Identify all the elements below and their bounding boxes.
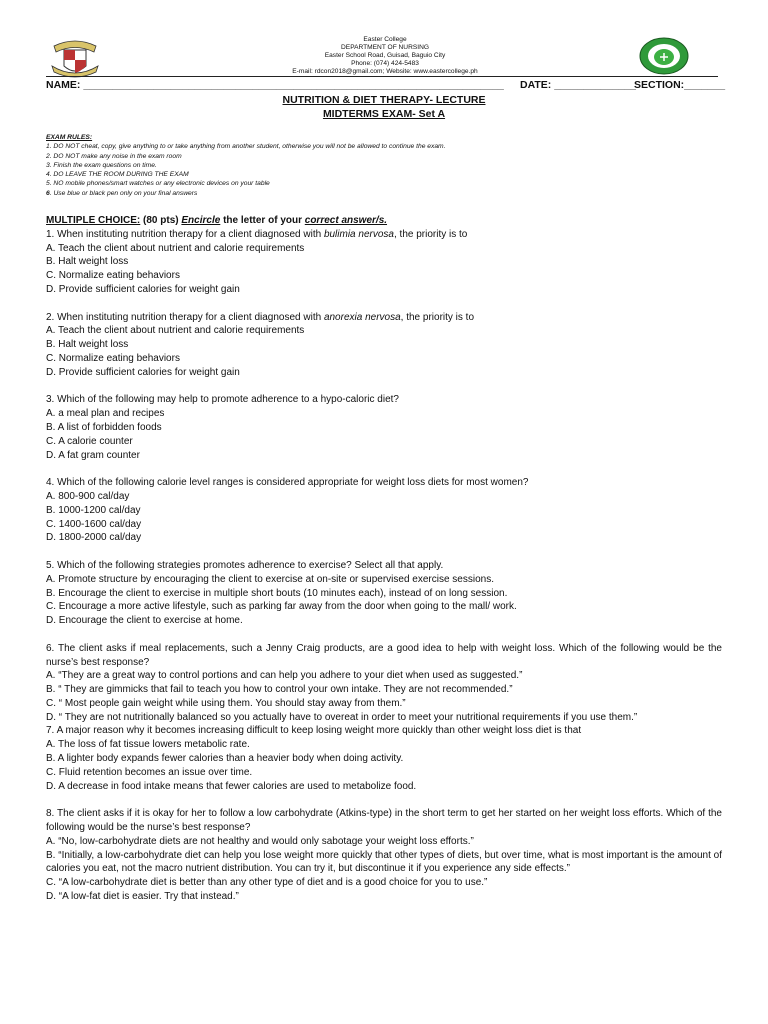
question-4-option-b[interactable]: B. 1000-1200 cal/day	[46, 504, 141, 516]
question-1-stem: 1. When instituting nutrition therapy for a client diagnosed with bulimia nervosa, the priority is to	[46, 228, 468, 240]
question-5-option-a[interactable]: A. Promote structure by encouraging the client to exercise at on-site or supervised exercise sessions.	[46, 573, 494, 585]
question-7-option-d[interactable]: D. A decrease in food intake means that fewer calories are used to metabolize food.	[46, 780, 417, 792]
school-phone: Phone: (074) 424-5483	[351, 60, 419, 67]
question-4-option-a[interactable]: A. 800-900 cal/day	[46, 490, 130, 502]
question-8-option-c[interactable]: C. “A low-carbohydrate diet is better than any other type of diet and is a good choice for you to use.”	[46, 877, 488, 889]
course-title: NUTRITION & DIET THERAPY- LECTURE	[282, 94, 486, 106]
question-8-option-b[interactable]: B. “Initially, a low-carbohydrate diet can help you lose weight more quickly that other types of diets, but over time, what is most important is the amount of calories you eat, not the macro nutrient distribution. You can try it, but discontinue it if you experience any side effects.”	[46, 849, 722, 875]
exam-rule-item: 3. Finish the exam questions on time.	[46, 161, 157, 169]
question-5-option-c[interactable]: C. Encourage a more active lifestyle, such as parking far away from the door when going to the mall/ work.	[46, 601, 517, 613]
question-7-stem: 7. A major reason why it becomes increasing difficult to keep losing weight more quickly than other weight loss diet is that	[46, 725, 582, 737]
question-2-option-b[interactable]: B. Halt weight loss	[46, 339, 129, 351]
department-name: DEPARTMENT OF NURSING	[341, 44, 429, 51]
question-8-option-d[interactable]: D. “A low-fat diet is easier. Try that instead.”	[46, 891, 239, 903]
exam-rules	[46, 133, 726, 198]
school-address: Easter School Road, Guisad, Baguio City	[324, 52, 446, 59]
question-2-option-d[interactable]: D. Provide sufficient calories for weight gain	[46, 366, 240, 378]
exam-title: MIDTERMS EXAM- Set A	[322, 108, 446, 120]
question-5-option-d[interactable]: D. Encourage the client to exercise at home.	[46, 615, 243, 627]
question-7-option-c[interactable]: C. Fluid retention becomes an issue over time.	[46, 766, 253, 778]
question-6-stem: 6. The client asks if meal replacements, such a Jenny Craig products, are a good idea to help with weight loss. Which of the following would be the nurse’s best response?	[46, 642, 722, 668]
question-6-option-a[interactable]: A. “They are a great way to control portions and can help you adhere to your diet when used as suggested.”	[46, 670, 523, 682]
question-2-option-c[interactable]: C. Normalize eating behaviors	[46, 352, 180, 364]
question-5-option-b[interactable]: B. Encourage the client to exercise in multiple short bouts (10 minutes each), instead of on long session.	[46, 587, 508, 599]
question-5-stem: 5. Which of the following strategies promotes adherence to exercise? Select all that apply.	[46, 559, 444, 571]
question-8-stem: 8. The client asks if it is okay for her to follow a low carbohydrate (Atkins-type) in the short term to get her started on her weight loss efforts. Which of the following would be the nurse’s best response?	[46, 808, 722, 834]
exam-rule-item: 1. DO NOT cheat, copy, give anything to or take anything from another student, otherwise you will not be allowed to continue the exam.	[46, 143, 446, 151]
exam-rules-heading: EXAM RULES:	[46, 134, 93, 141]
question-7-option-a[interactable]: A. The loss of fat tissue lowers metabolic rate.	[46, 739, 250, 751]
question-7-option-b[interactable]: B. A lighter body expands fewer calories than a heavier body when doing activity.	[46, 753, 404, 765]
school-name: Easter College	[363, 36, 407, 43]
multiple-choice-instructions: MULTIPLE CHOICE: (80 pts) Encircle the letter of your correct answer/s.	[46, 215, 388, 226]
question-2-option-a[interactable]: A. Teach the client about nutrient and calorie requirements	[46, 325, 305, 337]
school-email-website: E-mail: rdcon2018@gmail.com; Website: www.eastercollege.ph	[292, 68, 478, 75]
name-field-label: NAME: ________________________________________________________________________	[46, 79, 504, 91]
question-3-option-a[interactable]: A. a meal plan and recipes	[46, 408, 165, 420]
school-header	[200, 36, 570, 76]
question-3-option-c[interactable]: C. A calorie counter	[46, 435, 133, 447]
date-field-label: DATE: ______________	[520, 79, 636, 91]
exam-title-block	[0, 93, 768, 121]
exam-rule-item: 5. NO mobile phones/smart watches or any electronic devices on your table	[46, 180, 270, 188]
header-divider	[46, 76, 718, 77]
question-4-option-d[interactable]: D. 1800-2000 cal/day	[46, 532, 142, 544]
exam-body	[46, 214, 722, 904]
exam-rule-item: 2. DO NOT make any noise in the exam room	[46, 152, 182, 160]
nursing-department-seal	[638, 36, 690, 76]
section-field-label: SECTION:_______	[634, 79, 726, 91]
question-6-option-c[interactable]: C. “ Most people gain weight while using them. You should stay away from them.”	[46, 697, 406, 709]
question-1-option-c[interactable]: C. Normalize eating behaviors	[46, 270, 180, 282]
question-3-option-b[interactable]: B. A list of forbidden foods	[46, 421, 162, 433]
question-1-option-b[interactable]: B. Halt weight loss	[46, 256, 129, 268]
question-1-option-a[interactable]: A. Teach the client about nutrient and calorie requirements	[46, 242, 305, 254]
exam-rule-item: 6. Use blue or black pen only on your final answers	[46, 189, 198, 197]
question-6-option-d[interactable]: D. “ They are not nutritionally balanced so you actually have to overeat in order to meet your nutritional requirements if you use them.”	[46, 711, 638, 723]
question-8-option-a[interactable]: A. “No, low-carbohydrate diets are not healthy and would only sabotage your weight loss efforts.”	[46, 835, 474, 847]
question-2-stem: 2. When instituting nutrition therapy for a client diagnosed with anorexia nervosa, the priority is to	[46, 311, 475, 323]
question-3-stem: 3. Which of the following may help to promote adherence to a hypo-caloric diet?	[46, 394, 399, 406]
easter-college-logo	[50, 36, 100, 78]
question-1-option-d[interactable]: D. Provide sufficient calories for weight gain	[46, 283, 240, 295]
question-4-stem: 4. Which of the following calorie level ranges is considered appropriate for weight loss diets for most women?	[46, 477, 529, 489]
exam-rule-item: 4. DO LEAVE THE ROOM DURING THE EXAM	[46, 171, 189, 179]
question-4-option-c[interactable]: C. 1400-1600 cal/day	[46, 518, 142, 530]
question-6-option-b[interactable]: B. “ They are gimmicks that fail to teach you how to control your own intake. They are not recommended.”	[46, 684, 513, 696]
question-3-option-d[interactable]: D. A fat gram counter	[46, 449, 140, 461]
